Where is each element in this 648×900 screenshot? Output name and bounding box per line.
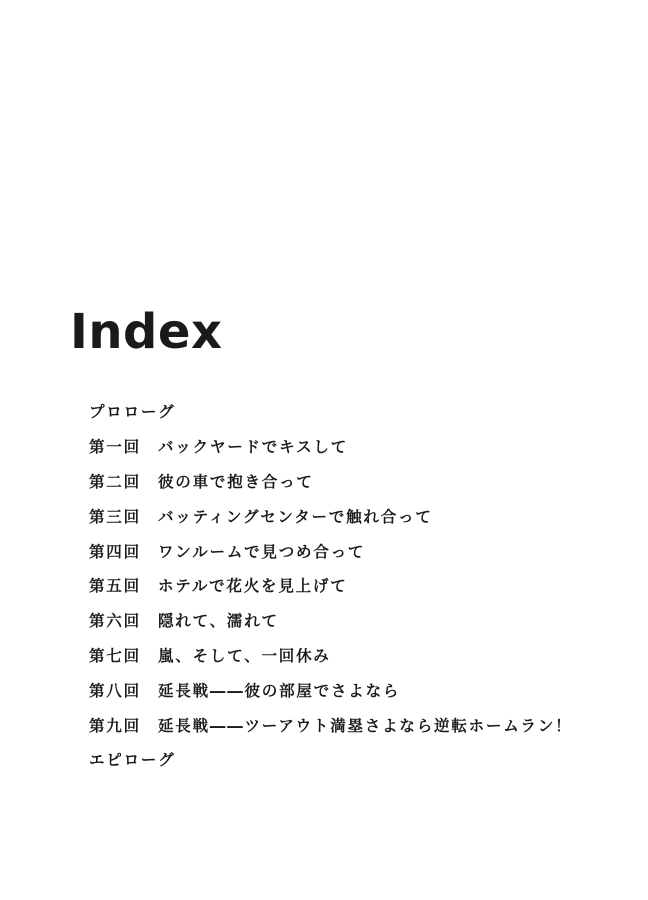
toc-item-chapter-2 <box>89 464 629 499</box>
toc-item-chapter-7 <box>89 638 629 673</box>
toc-item-number: 第九回 <box>89 716 141 735</box>
page-title: Index <box>70 304 223 360</box>
toc-item-number: 第五回 <box>89 577 141 596</box>
toc-item-title: エピローグ <box>89 751 176 770</box>
toc-item-title: 隠れて、濡れて <box>158 612 279 631</box>
toc-item-title: 彼の車で抱き合って <box>158 472 314 491</box>
toc-item-number: 第三回 <box>89 507 141 526</box>
toc-item-number: 第六回 <box>89 612 141 631</box>
toc-item-chapter-4 <box>89 533 629 568</box>
toc-item-chapter-8 <box>89 672 629 707</box>
toc-item-number: 第四回 <box>89 542 141 561</box>
toc-item-title: バックヤードでキスして <box>158 438 348 457</box>
toc-item-chapter-3 <box>89 498 629 533</box>
toc-item-title: バッティングセンターで触れ合って <box>158 507 433 526</box>
toc-item-epilogue <box>89 742 629 777</box>
toc-item-chapter-9 <box>89 707 629 742</box>
toc-item-number: 第一回 <box>89 438 141 457</box>
toc-item-prologue <box>89 394 629 429</box>
toc-item-title: 嵐、そして、一回休み <box>158 646 331 665</box>
toc-item-number: 第八回 <box>89 681 141 700</box>
toc-item-chapter-6 <box>89 603 629 638</box>
toc-item-title: 延長戦――ツーアウト満塁さよなら逆転ホームラン！ <box>158 716 573 735</box>
toc-item-title: プロローグ <box>89 403 176 422</box>
toc-item-chapter-5 <box>89 568 629 603</box>
toc-item-title: 延長戦――彼の部屋でさよなら <box>158 681 401 700</box>
toc-item-chapter-1 <box>89 429 629 464</box>
toc-item-title: ワンルームで見つめ合って <box>158 542 366 561</box>
toc-item-number: 第七回 <box>89 646 141 665</box>
toc-item-title: ホテルで花火を見上げて <box>158 577 348 596</box>
table-of-contents <box>89 394 629 777</box>
toc-item-number: 第二回 <box>89 472 141 491</box>
